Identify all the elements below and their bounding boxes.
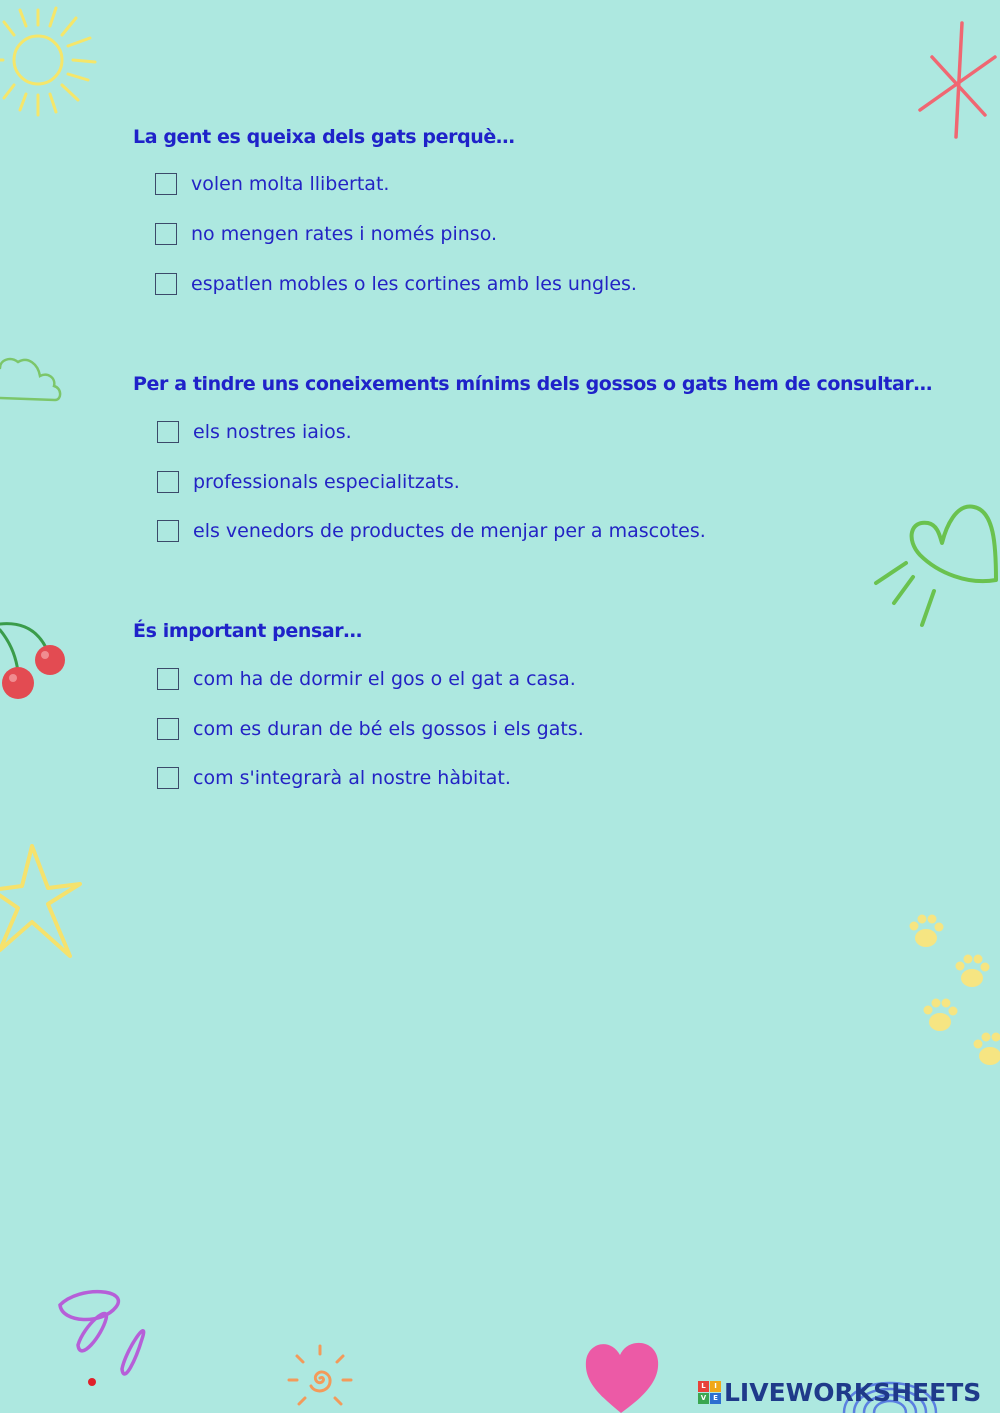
loops-icon: [50, 1285, 150, 1390]
question-2-option-3: [157, 520, 706, 542]
brand-name: LIVEWORKSHEETS: [724, 1378, 982, 1407]
checkbox[interactable]: [157, 718, 179, 740]
option-label: espatlen mobles o les cortines amb les ungles.: [191, 273, 637, 295]
question-2-option-2: [157, 471, 460, 493]
option-label: no mengen rates i només pinso.: [191, 223, 498, 245]
question-1-option-3: [155, 273, 637, 295]
option-label: els venedors de productes de menjar per a mascotes.: [193, 520, 706, 542]
checkbox[interactable]: [157, 520, 179, 542]
question-3-option-2: [157, 718, 584, 740]
logo-letter: L: [698, 1381, 709, 1392]
question-1-option-2: [155, 223, 497, 245]
checkbox[interactable]: [157, 668, 179, 690]
question-3-title: És important pensar…: [133, 620, 362, 642]
question-1-option-1: [155, 173, 389, 195]
option-label: volen molta llibertat.: [191, 173, 390, 195]
logo-letter: E: [710, 1393, 721, 1404]
option-label: professionals especialitzats.: [193, 471, 460, 493]
checkbox[interactable]: [155, 273, 177, 295]
logo-letter: V: [698, 1393, 709, 1404]
paw-prints-icon: [900, 900, 1000, 1075]
checkbox[interactable]: [155, 223, 177, 245]
option-label: els nostres iaios.: [193, 421, 352, 443]
option-label: com ha de dormir el gos o el gat a casa.: [193, 668, 576, 690]
logo-letter: I: [710, 1381, 721, 1392]
checkbox[interactable]: [157, 471, 179, 493]
cloud-icon: [0, 350, 65, 410]
option-label: com es duran de bé els gossos i els gats.: [193, 718, 584, 740]
question-1-title: La gent es queixa dels gats perquè…: [133, 126, 515, 148]
star-burst-icon: [910, 15, 1000, 145]
checkbox[interactable]: [157, 767, 179, 789]
heart-icon: [580, 1335, 662, 1413]
logo-mark-icon: [698, 1381, 721, 1404]
liveworksheets-logo[interactable]: [698, 1378, 981, 1407]
checkbox[interactable]: [155, 173, 177, 195]
question-2-title: Per a tindre uns coneixements mínims dels gossos o gats hem de consultar…: [133, 373, 932, 395]
cherries-icon: [0, 608, 75, 703]
question-2-option-1: [157, 421, 352, 443]
swirl-sun-icon: [285, 1342, 355, 1413]
sun-icon: [0, 0, 105, 125]
option-label: com s'integrarà al nostre hàbitat.: [193, 767, 511, 789]
checkbox[interactable]: [157, 421, 179, 443]
question-3-option-3: [157, 767, 511, 789]
question-3-option-1: [157, 668, 576, 690]
heart-outline-icon: [868, 485, 1000, 635]
star-icon: [0, 840, 85, 965]
